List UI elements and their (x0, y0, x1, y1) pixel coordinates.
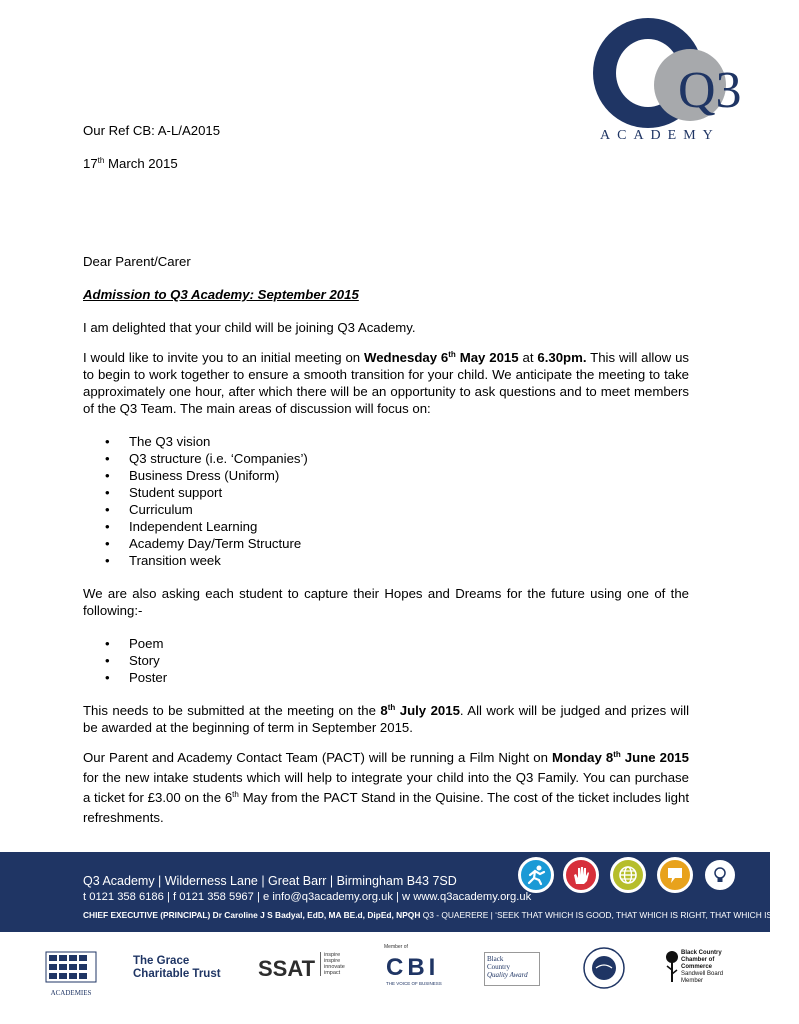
cbi-logo: CBI (386, 954, 440, 981)
chamber-of-commerce-logo: Black Country Chamber of Commerce Sandwell Board Member (681, 950, 724, 984)
reference: Our Ref CB: A-L/A2015 (83, 123, 221, 138)
list-item: • Student support (105, 485, 223, 500)
ssat-tagline: inspire inspire innovate impact (320, 952, 345, 976)
paragraph-submission: This needs to be submitted at the meeting on the 8th July 2015. All work will be judged and prizes will be awarded at the beginning of term in September 2015. (83, 703, 689, 735)
paragraph-hopes: We are also asking each student to capture their Hopes and Dreams for the future using one of the following:- (83, 586, 689, 618)
list-item: • Poster (105, 670, 168, 685)
subject-line: Admission to Q3 Academy: September 2015 (83, 287, 359, 302)
salutation: Dear Parent/Carer (83, 254, 191, 269)
list-item: • The Q3 vision (105, 434, 211, 449)
letter-date: 17th March 2015 (83, 156, 178, 171)
footer-contact: t 0121 358 6186 | f 0121 358 5967 | e info@q3academy.org.uk | w www.q3academy.org.uk (83, 891, 532, 903)
list-item: • Poem (105, 636, 164, 651)
topics-list (83, 433, 689, 569)
partner-logos (0, 940, 770, 1024)
paragraph-intro: I am delighted that your child will be joining Q3 Academy. (83, 320, 416, 335)
footer-address: Q3 Academy | Wilderness Lane | Great Barr | Birmingham B43 7SD (83, 874, 457, 888)
globe-icon (610, 857, 646, 893)
logo-mark-text: Q3 (678, 62, 742, 119)
speech-bubble-icon (657, 857, 693, 893)
grace-trust-logo: The Grace Charitable Trust (133, 955, 221, 980)
list-item: • Independent Learning (105, 519, 258, 534)
formats-list (83, 635, 689, 686)
list-item: • Curriculum (105, 502, 193, 517)
list-item: • Transition week (105, 553, 221, 568)
list-item: • Story (105, 653, 160, 668)
black-country-quality-award-logo: Black Country Quality Award (484, 952, 540, 986)
cbi-member-label: Member of (384, 944, 408, 950)
hand-icon (563, 857, 599, 893)
q3-academy-logo (590, 15, 742, 145)
footer-principal: CHIEF EXECUTIVE (PRINCIPAL) Dr Caroline J S Badyal, EdD, MA BE.d, DipEd, NPQH Q3 - QUAERERE | ‘SEEK THAT WHICH IS GOOD, THAT WHICH IS RIGHT, THAT WHICH IS TRUE’ (83, 910, 799, 920)
paragraph-film-night: Our Parent and Academy Contact Team (PACT) will be running a Film Night on Monday 8th June 2015 for the new intake students which will help to integrate your child into the Q3 Family. You can purchase a ticket for £3.00 on the 6th May from the PACT Stand in the Quisine. The cost of the ticket includes light refreshments. (83, 750, 690, 825)
academies-logo: ACADEMIES (46, 952, 96, 994)
black-country-badge-logo (582, 946, 626, 995)
logo-wordmark: ACADEMY (600, 128, 720, 143)
running-person-icon (518, 857, 554, 893)
list-item: • Academy Day/Term Structure (105, 536, 302, 551)
tree-icon (665, 950, 679, 989)
list-item: • Business Dress (Uniform) (105, 468, 280, 483)
paragraph-meeting: I would like to invite you to an initial meeting on Wednesday 6th May 2015 at 6.30pm. This will allow us to begin to work together to ensure a smooth transition for your child. We anticipate the meeting to take approximately one hour, after which there will be an opportunity to ask questions and to meet members of the Q3 Team. The main areas of discussion will focus on: (83, 350, 690, 416)
cbi-tagline: THE VOICE OF BUSINESS (386, 981, 442, 986)
lightbulb-icon (702, 857, 738, 893)
list-item: • Q3 structure (i.e. ‘Companies’) (105, 451, 308, 466)
ssat-logo: SSAT (258, 956, 316, 981)
